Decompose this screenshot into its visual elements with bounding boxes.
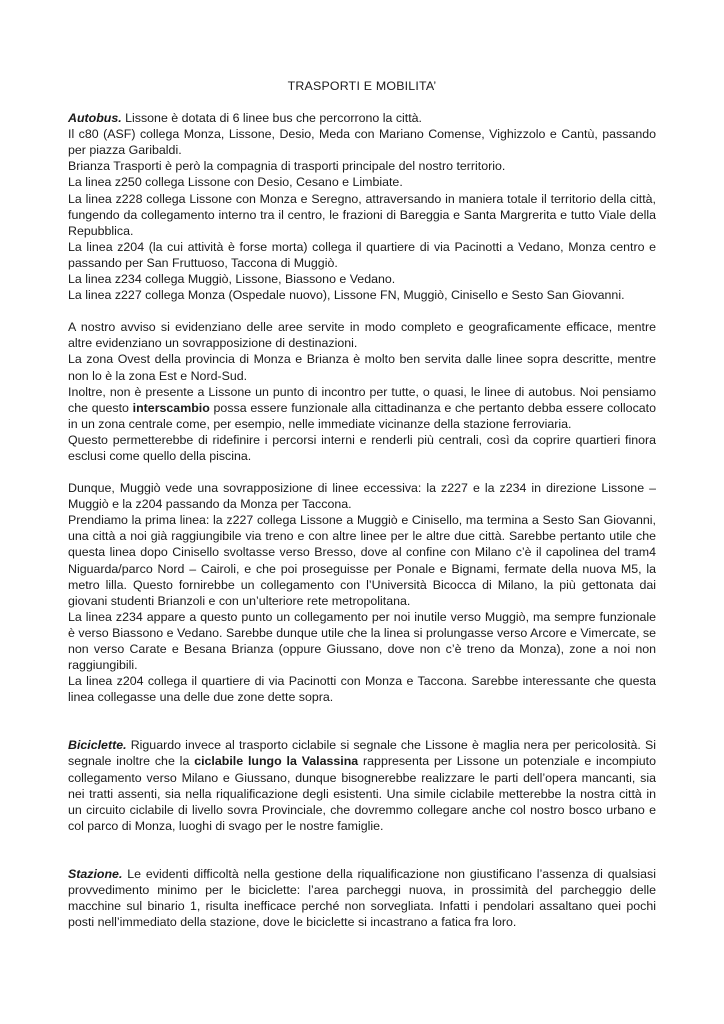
muggio-paragraph-2: Prendiamo la prima linea: la z227 collega Lissone a Muggiò e Cinisello, ma termina a Sesto San Giovanni, una città a noi già raggiungibile via treno e con altre linee per le altre due città. Sarebbe pertanto utile che questa linea dopo Cinisello svoltasse verso Bresso, dove al confine con Milano c’è il capolinea del tram4 Niguarda/parco Nord – Cairoli, e che poi proseguisse per Ponale e Bignami, fermate della nuova M5, la metro lilla. Questo fornirebbe un collegamento con l’Università Bicocca di Milano, la più gettonata dai giovani studenti Brianzoli e con un’ulteriore rete metropolitana. <box>68 513 656 608</box>
section-stazione <box>68 866 656 930</box>
section-analisi <box>68 319 656 464</box>
muggio-paragraph-3: La linea z234 appare a questo punto un collegamento per noi inutile verso Muggiò, ma sempre funzionale è verso Biassono e Vedano. Sarebbe dunque utile che la linea si prolungasse verso Arcore e Vimercate, se non verso Carate e Besana Brianza (oppure Giussano, dove non c’è treno da Monza), zone a noi non raggiungibili. <box>68 609 656 673</box>
autobus-intro <box>68 110 656 126</box>
analisi-paragraph-3 <box>68 384 656 432</box>
analisi-p3-start: Inoltre, non è presente a Lissone un punto di incontro per tutte, o quasi, le linee di autobus. Noi pensiamo che questo <box>68 384 656 415</box>
spacer <box>68 705 656 737</box>
biciclette-text-end: rappresenta per Lissone un potenziale e incompiuto collegamento verso Milano e Giussano, dunque bisognerebbe realizzare le parti dell’opera mancanti, sia nei tratti assenti, sia nella riqualificazione degli esistenti. Una simile ciclabile metterebbe la nostra città in un circuito ciclabile di livello sovra Provinciale, che dovremmo collegare anche col nostro bosco urbano e col parco di Monza, luoghi di svago per le nostre famiglie. <box>68 754 656 833</box>
autobus-intro-text: Lissone è dotata di 6 linee bus che percorrono la città. <box>121 111 423 126</box>
spacer <box>68 464 656 480</box>
analisi-paragraph-4: Questo permetterebbe di ridefinire i percorsi interni e renderli più centrali, così da coprire quartieri finora esclusi come quello della piscina. <box>68 432 656 463</box>
autobus-brianza-trasporti: Brianza Trasporti è però la compagnia di trasporti principale del nostro territorio. <box>68 159 506 174</box>
muggio-paragraph-1: Dunque, Muggiò vede una sovrapposizione di linee eccessiva: la z227 e la z234 in direzione Lissone – Muggiò e la z204 passando da Monza per Taccona. <box>68 481 656 512</box>
stazione-paragraph <box>68 866 656 930</box>
autobus-line-z234: La linea z234 collega Muggiò, Lissone, Biassono e Vedano. <box>68 272 396 287</box>
autobus-line-z250: La linea z250 collega Lissone con Desio, Cesano e Limbiate. <box>68 175 403 190</box>
autobus-heading: Autobus. <box>68 111 122 126</box>
page-title: TRASPORTI E MOBILITA’ <box>287 79 437 93</box>
analisi-paragraph-1: A nostro avviso si evidenziano delle aree servite in modo completo e geograficamente efficace, mentre altre evidenziano un sovrapposizione di destinazioni. <box>68 320 656 351</box>
autobus-line-c80: Il c80 (ASF) collega Monza, Lissone, Desio, Meda con Mariano Comense, Vighizzolo e Cantù, passando per piazza Garibaldi. <box>68 127 656 158</box>
muggio-paragraph-4: La linea z204 collega il quartiere di via Pacinotti con Monza e Taccona. Sarebbe interessante che questa linea collegasse una delle due zone dette sopra. <box>68 674 656 705</box>
stazione-text: Le evidenti difficoltà nella gestione della riqualificazione non giustificano l’assenza di qualsiasi provvedimento minimo per le biciclette: l’area parcheggi nuova, in prossimità del parcheggio delle macchine sul binario 1, risulta inefficace perché non sorvegliata. Infatti i pendolari assaltano quei pochi posti nell’immediato della stazione, dove le biciclette si incastrano a fatica fra loro. <box>68 866 656 930</box>
document-page <box>68 78 656 930</box>
analisi-p3-end: possa essere funzionale alla cittadinanza e che pertanto debba essere collocato in un zona centrale come, per esempio, nelle immediate vicinanze della stazione ferroviaria. <box>68 400 656 431</box>
stazione-heading: Stazione. <box>68 866 123 881</box>
spacer <box>68 834 656 866</box>
biciclette-paragraph <box>68 737 656 834</box>
autobus-line-z228: La linea z228 collega Lissone con Monza e Seregno, attraversando in maniera totale il territorio della città, fungendo da collegamento interno tra il centro, le frazioni di Bareggia e Santa Margrerita e tutto Viale della Repubblica. <box>68 191 656 238</box>
biciclette-heading: Biciclette. <box>68 738 127 753</box>
biciclette-text-start: Riguardo invece al trasporto ciclabile si segnale che Lissone è maglia nera per pericolosità. Si segnale inoltre che la <box>68 738 656 769</box>
interscambio-highlight: interscambio <box>132 400 210 415</box>
section-muggio <box>68 480 656 705</box>
section-biciclette <box>68 737 656 834</box>
ciclabile-highlight: ciclabile lungo la Valassina <box>194 754 359 769</box>
autobus-line-z227: La linea z227 collega Monza (Ospedale nuovo), Lissone FN, Muggiò, Cinisello e Sesto San Giovanni. <box>68 288 625 303</box>
autobus-line-z204: La linea z204 (la cui attività è forse morta) collega il quartiere di via Pacinotti a Vedano, Monza centro e passando per San Fruttuoso, Taccona di Muggiò. <box>68 239 656 270</box>
analisi-paragraph-2: La zona Ovest della provincia di Monza e Brianza è molto ben servita dalle linee sopra descritte, mentre non lo è la zona Est e Nord-Sud. <box>68 352 656 383</box>
spacer <box>68 303 656 319</box>
section-autobus <box>68 110 656 303</box>
